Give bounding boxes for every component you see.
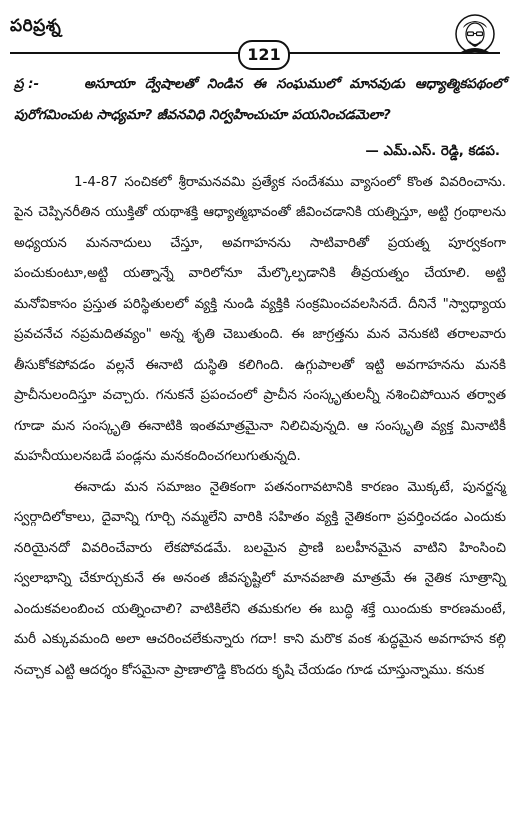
article-body: [14, 70, 506, 686]
question-block: [14, 70, 506, 131]
author-portrait-icon: [455, 14, 495, 54]
answer-paragraph-1: 1-4-87 సంచికలో శ్రీరామనవమి ప్రత్యేక సందేశము వ్యాసంలో కొంత వివరించాను. పైన చెప్పినరీతిన యుక్తితో యథాశక్తి ఆధ్యాత్మభావంతో జీవించడానికి యత్నిస్తూ, అట్టి గ్రంథాలను అధ్యయన మననాదులు చేస్తూ, అవగాహనను సాటివారితో ప్రయత్న పూర్వకంగా పంచుకుంటూ,అట్టి యత్నాన్నే వారిలోనూ మేల్కొల్పడానికి తీవ్రయత్నం చేయాలి. అట్టి మనోవికాసం ప్రస్తుత పరిస్థితులలో వ్యక్తి నుండి వ్యక్తికి సంక్రమించవలసినదే. దీనినే "స్వాధ్యాయ ప్రవచనేచ నప్రమదితవ్యం" అన్న శృతి చెబుతుంది. ఈ జాగ్రత్తను మన వెనుకటి తరాలవారు తీసుకోకపోవడం వల్లనే ఈనాటి దుస్థితి కలిగింది. ఉగ్గుపాలతో ఇట్టి అవగాహనను మనకి ప్రాచీనులందిస్తూ వచ్చారు. గనుకనే ప్రపంచంలో ప్రాచీన సంస్కృతులన్నీ నశించిపోయిన తర్వాత గూడా మన సంస్కృతి ఈనాటికి ఇంతమాత్రమైనా నిలిచివున్నది. ఆ సంస్కృతి వ్యక్త మినాటికీ మహనీయులనబడే పండ్లను మనకందించగలుగుతున్నది.: [14, 174, 506, 464]
question-signature: — ఎమ్.ఎస్. రెడ్డి, కడప.: [365, 144, 500, 159]
answer-paragraph-2: ఈనాడు మన సమాజం నైతికంగా పతనంగావటానికి కారణం మొక్కటే, పునర్జన్మ స్వర్గాదిలోకాలు, దైవాన్ని గూర్చి నమ్మలేని వారికి సహితం వ్యక్తి నైతికంగా ప్రవర్తించడం ఎందుకు నరియైనదో వివరించేవారు లేకపోవడమే. బలమైన ప్రాణి బలహీనమైన వాటిని హింసించి స్వలాభాన్ని చేకూర్చుకునే ఈ అనంత జీవసృష్టిలో మానవజాతి మాత్రమే ఈ నైతిక సూత్రాన్ని ఎందుకవలంబించ యత్నించాలి? వాటికిలేని తమకుగల ఈ బుద్ధి శక్తే యిందుకు కారణమంటే, మరీ ఎక్కువమంది అలా ఆచరించలేకున్నారు గదా! కాని మరొక వంక శుద్ధమైన అవగాహన కల్గి నచ్చాక ఎట్టి ఆదర్శం కోసమైనా ప్రాణాలొడ్డి కొందరు కృషి చేయడం గూడ చూస్తున్నాము. కనుక: [14, 479, 506, 678]
section-title: పరిప్రశ్న: [10, 16, 62, 36]
page-number: 121: [238, 40, 290, 70]
question-marker: ప్ర :-: [14, 77, 40, 92]
page-header: [0, 0, 520, 64]
question-text: అసూయా ద్వేషాలతో నిండిన ఈ సంఘములో మానవుడు ఆధ్యాత్మికపథంలో పురోగమించుట సాధ్యమా? జీవనవిధి నిర్వహించుచూ పయనించడమెలా?: [14, 77, 506, 123]
